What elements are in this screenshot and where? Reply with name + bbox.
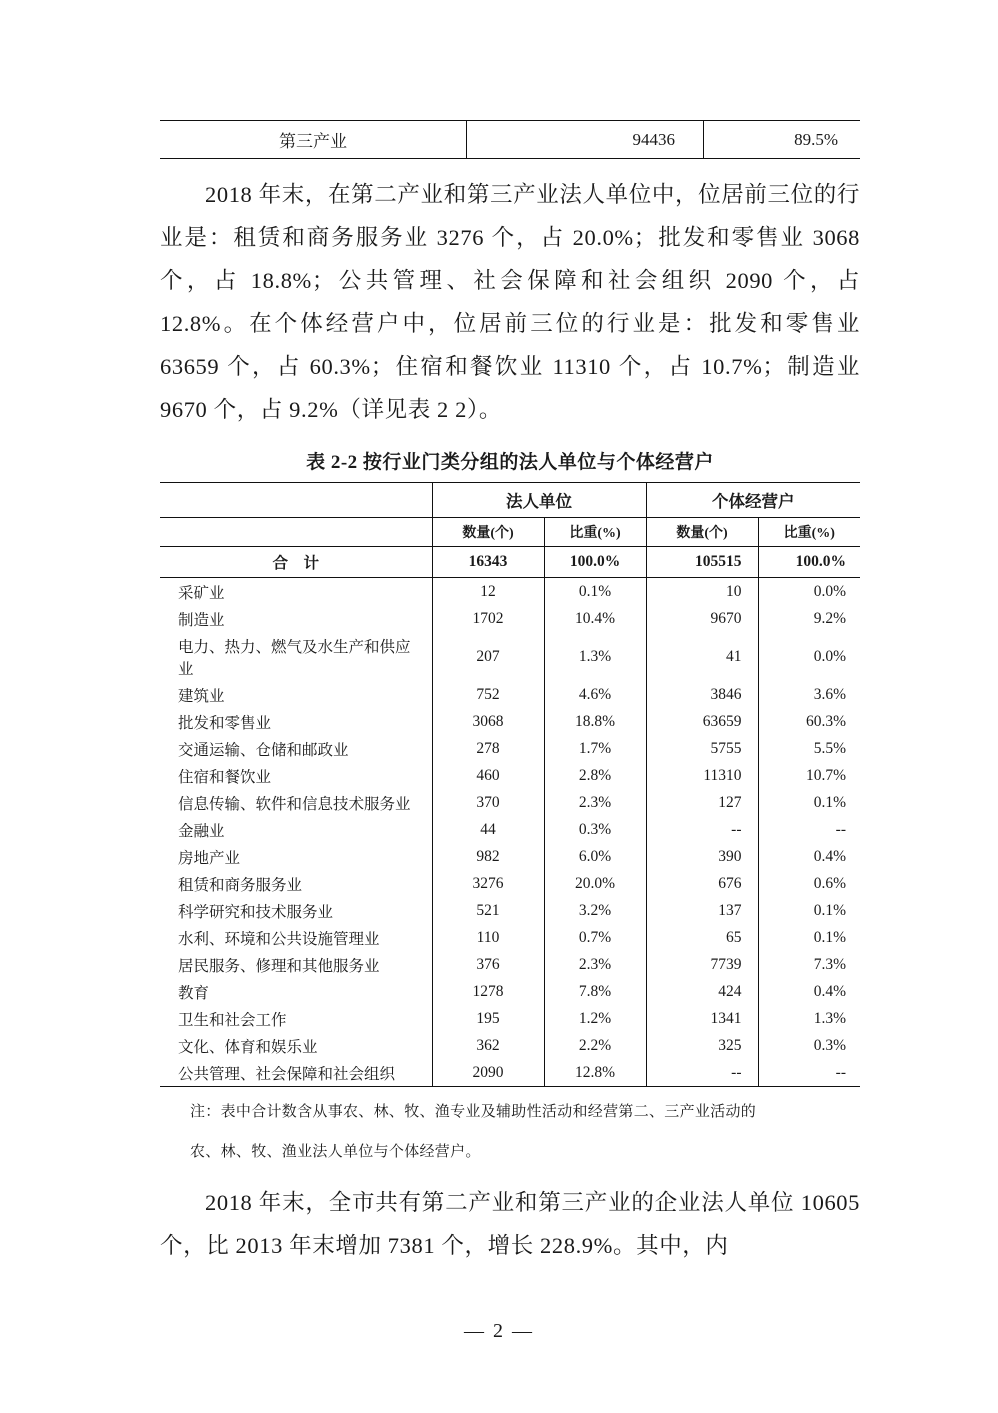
row-name: 交通运输、仓储和邮政业 — [178, 741, 349, 759]
table-fragment-top — [160, 120, 860, 159]
table-header-group-row — [160, 483, 860, 518]
row-self-count: -- — [646, 816, 758, 843]
table-row — [160, 789, 860, 816]
row-name: 制造业 — [178, 611, 225, 629]
row-legal-count: 3276 — [432, 870, 544, 897]
row-legal-pct: 1.7% — [544, 735, 646, 762]
row-legal-pct: 20.0% — [544, 870, 646, 897]
row-name: 科学研究和技术服务业 — [178, 903, 334, 921]
row-self-count: 424 — [646, 978, 758, 1005]
row-legal-pct: 1.3% — [544, 632, 646, 681]
row-legal-pct: 0.7% — [544, 924, 646, 951]
table-row — [160, 951, 860, 978]
row-legal-pct: 12.8% — [544, 1059, 646, 1087]
row-self-pct: 0.1% — [758, 789, 860, 816]
row-legal-count: 195 — [432, 1005, 544, 1032]
subheader-self-pct: 比重(%) — [758, 518, 860, 547]
row-legal-count: 1278 — [432, 978, 544, 1005]
row-self-count: 65 — [646, 924, 758, 951]
table-row — [160, 681, 860, 708]
row-legal-count: 207 — [432, 632, 544, 681]
row-legal-pct: 2.3% — [544, 951, 646, 978]
table-title: 表 2-2 按行业门类分组的法人单位与个体经营户 — [306, 452, 714, 473]
row-self-pct: 0.6% — [758, 870, 860, 897]
total-self-pct: 100.0% — [758, 547, 860, 578]
row-self-pct: 0.0% — [758, 578, 860, 606]
total-self-count: 105515 — [646, 547, 758, 578]
row-legal-count: 376 — [432, 951, 544, 978]
row-self-pct: 0.4% — [758, 843, 860, 870]
row-legal-pct: 0.3% — [544, 816, 646, 843]
row-self-count: 7739 — [646, 951, 758, 978]
row-legal-pct: 3.2% — [544, 897, 646, 924]
row-name: 居民服务、修理和其他服务业 — [178, 957, 380, 975]
row-self-count: -- — [646, 1059, 758, 1087]
row-legal-pct: 18.8% — [544, 708, 646, 735]
row-legal-count: 362 — [432, 1032, 544, 1059]
row-self-count: 63659 — [646, 708, 758, 735]
row-self-pct: 60.3% — [758, 708, 860, 735]
row-legal-count: 3068 — [432, 708, 544, 735]
subheader-legal-count: 数量(个) — [432, 518, 544, 547]
row-self-count: 676 — [646, 870, 758, 897]
row-name: 教育 — [178, 984, 210, 1002]
subheader-blank — [160, 518, 432, 547]
table-row — [160, 605, 860, 632]
row-name: 房地产业 — [178, 849, 241, 867]
table-row — [160, 924, 860, 951]
table-row — [160, 735, 860, 762]
paragraph-one: 2018 年末，在第二产业和第三产业法人单位中，位居前三位的行业是：租赁和商务服务业 3276 个，占 20.0%；批发和零售业 3068 个，占 18.8%；公共管理、社会保障和社会组织 2090 个，占 12.8%。在个体经营户中，位居前三位的行业是：批发和零售业 63659 个，占 60.3%；住宿和餐饮业 11310 个，占 10.7%；制造业 9670 个，占 9.2%（详见表 2 2）。 — [160, 182, 860, 422]
table-note-line-1: 注：表中合计数含从事农、林、牧、渔专业及辅助性活动和经营第二、三产业活动的 — [190, 1104, 757, 1120]
row-legal-pct: 2.8% — [544, 762, 646, 789]
row-self-count: 41 — [646, 632, 758, 681]
total-legal-pct: 100.0% — [544, 547, 646, 578]
header-self-employed: 个体经营户 — [646, 483, 860, 518]
row-name: 文化、体育和娱乐业 — [178, 1038, 318, 1056]
row-legal-count: 2090 — [432, 1059, 544, 1087]
row-self-pct: 0.3% — [758, 1032, 860, 1059]
page-number: — 2 — — [464, 1320, 534, 1342]
row-legal-count: 370 — [432, 789, 544, 816]
row-self-count: 137 — [646, 897, 758, 924]
table-row — [160, 897, 860, 924]
table-row — [160, 578, 860, 606]
row-legal-pct: 1.2% — [544, 1005, 646, 1032]
row-legal-pct: 2.3% — [544, 789, 646, 816]
row-self-pct: 1.3% — [758, 1005, 860, 1032]
row-legal-count: 982 — [432, 843, 544, 870]
row-self-pct: 3.6% — [758, 681, 860, 708]
table-row-total — [160, 547, 860, 578]
subheader-self-count: 数量(个) — [646, 518, 758, 547]
table-row — [160, 708, 860, 735]
header-legal-units: 法人单位 — [432, 483, 646, 518]
total-label: 合 计 — [160, 547, 432, 578]
row-legal-pct: 4.6% — [544, 681, 646, 708]
table-note-line-2: 农、林、牧、渔业法人单位与个体经营户。 — [190, 1144, 481, 1160]
paragraph-two: 2018 年末，全市共有第二产业和第三产业的企业法人单位 10605 个，比 2013 年末增加 7381 个，增长 228.9%。其中，内 — [160, 1190, 860, 1258]
row-legal-count: 460 — [432, 762, 544, 789]
row-name: 建筑业 — [178, 687, 225, 705]
row-name: 水利、环境和公共设施管理业 — [178, 930, 380, 948]
row-self-pct: 7.3% — [758, 951, 860, 978]
row-self-pct: 0.1% — [758, 897, 860, 924]
row-self-pct: 5.5% — [758, 735, 860, 762]
table-row — [160, 1032, 860, 1059]
table-row — [160, 843, 860, 870]
table-row — [160, 1059, 860, 1087]
header-blank — [160, 483, 432, 518]
table-row — [160, 870, 860, 897]
row-legal-pct: 10.4% — [544, 605, 646, 632]
row-name: 电力、热力、燃气及水生产和供应业 — [178, 638, 411, 678]
table-row — [160, 632, 860, 681]
row-self-count: 390 — [646, 843, 758, 870]
row-name: 住宿和餐饮业 — [178, 768, 272, 786]
row-name: 金融业 — [178, 822, 225, 840]
row-name: 批发和零售业 — [178, 714, 272, 732]
subheader-legal-pct: 比重(%) — [544, 518, 646, 547]
fragment-row-count: 94436 — [467, 121, 704, 159]
row-legal-count: 12 — [432, 578, 544, 606]
row-legal-pct: 6.0% — [544, 843, 646, 870]
row-self-count: 9670 — [646, 605, 758, 632]
row-legal-count: 278 — [432, 735, 544, 762]
page-content — [160, 120, 860, 1277]
row-legal-pct: 2.2% — [544, 1032, 646, 1059]
row-self-count: 3846 — [646, 681, 758, 708]
row-name: 租赁和商务服务业 — [178, 876, 303, 894]
table-row — [160, 978, 860, 1005]
row-legal-count: 521 — [432, 897, 544, 924]
row-self-count: 10 — [646, 578, 758, 606]
table-row — [160, 1005, 860, 1032]
table-row — [160, 816, 860, 843]
row-self-pct: -- — [758, 1059, 860, 1087]
row-self-pct: 10.7% — [758, 762, 860, 789]
row-self-count: 11310 — [646, 762, 758, 789]
row-legal-pct: 7.8% — [544, 978, 646, 1005]
fragment-row-name: 第三产业 — [160, 121, 467, 159]
row-name: 卫生和社会工作 — [178, 1011, 287, 1029]
row-name: 采矿业 — [178, 584, 225, 602]
table-header-sub-row — [160, 518, 860, 547]
table-row — [160, 762, 860, 789]
row-self-pct: 0.1% — [758, 924, 860, 951]
row-legal-pct: 0.1% — [544, 578, 646, 606]
row-name: 公共管理、社会保障和社会组织 — [178, 1065, 396, 1083]
total-legal-count: 16343 — [432, 547, 544, 578]
row-legal-count: 752 — [432, 681, 544, 708]
row-legal-count: 110 — [432, 924, 544, 951]
row-self-pct: -- — [758, 816, 860, 843]
row-self-pct: 0.0% — [758, 632, 860, 681]
row-legal-count: 1702 — [432, 605, 544, 632]
row-self-count: 325 — [646, 1032, 758, 1059]
row-legal-count: 44 — [432, 816, 544, 843]
table-row — [160, 121, 860, 159]
row-self-pct: 0.4% — [758, 978, 860, 1005]
row-self-count: 5755 — [646, 735, 758, 762]
table-2-2 — [160, 482, 860, 1087]
row-self-pct: 9.2% — [758, 605, 860, 632]
row-self-count: 1341 — [646, 1005, 758, 1032]
fragment-row-share: 89.5% — [794, 129, 838, 149]
row-name: 信息传输、软件和信息技术服务业 — [178, 795, 411, 813]
row-self-count: 127 — [646, 789, 758, 816]
